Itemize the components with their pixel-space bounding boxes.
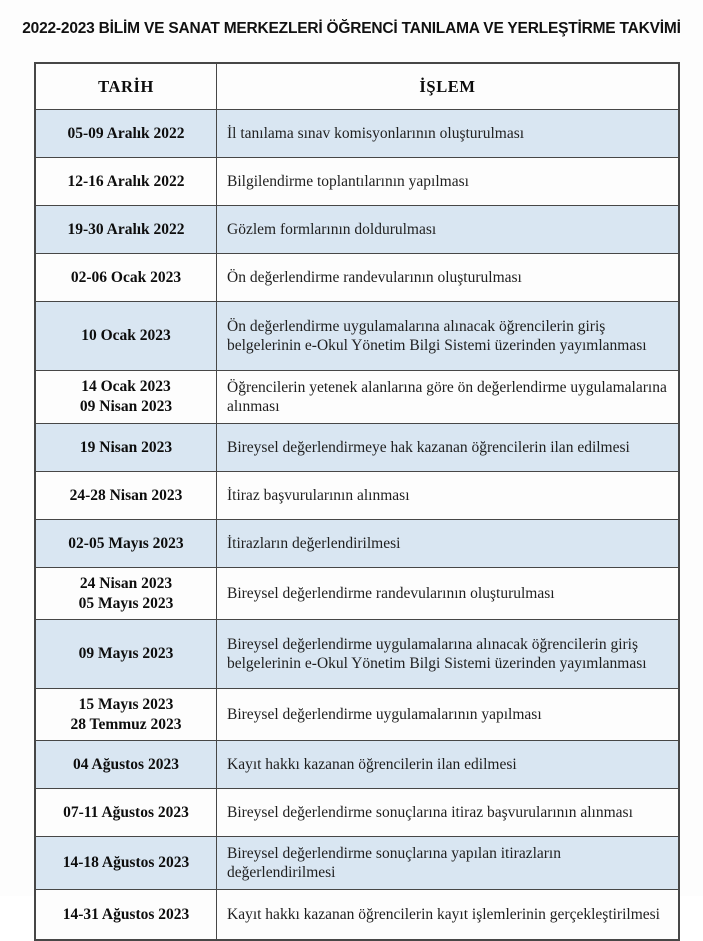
date-cell xyxy=(35,472,217,520)
date-cell xyxy=(35,890,217,941)
islem-cell: Gözlem formlarının doldurulması xyxy=(217,206,680,254)
date-line: 19-30 Aralık 2022 xyxy=(67,220,185,238)
table-row xyxy=(35,254,679,302)
table-row xyxy=(35,110,679,158)
table-row xyxy=(35,837,679,890)
date-line: 09 Nisan 2023 xyxy=(79,398,173,415)
islem-cell: Bireysel değerlendirme sonuçlarına itiraz başvurularının alınması xyxy=(217,789,680,837)
table-row xyxy=(35,206,679,254)
islem-cell: Bireysel değerlendirme uygulamalarının yapılması xyxy=(217,689,680,741)
date-line: 05-09 Aralık 2022 xyxy=(67,124,185,142)
date-line: 19 Nisan 2023 xyxy=(79,438,173,456)
date-cell xyxy=(35,789,217,837)
date-line: 24 Nisan 2023 xyxy=(79,574,173,592)
date-cell xyxy=(35,110,217,158)
table-header xyxy=(35,63,679,110)
date-line: 02-05 Mayıs 2023 xyxy=(68,534,184,552)
schedule-body xyxy=(35,110,679,941)
table-row xyxy=(35,472,679,520)
table-row xyxy=(35,789,679,837)
table-row xyxy=(35,689,679,741)
date-cell xyxy=(35,424,217,472)
islem-cell: Bireysel değerlendirme uygulamalarına alınacak öğrencilerin giriş belgelerinin e-Okul Yönetim Bilgi Sistemi üzerinden yayımlanması xyxy=(217,620,680,689)
table-row xyxy=(35,302,679,371)
islem-cell: Bireysel değerlendirme randevularının oluşturulması xyxy=(217,568,680,620)
date-line: 14 Ocak 2023 xyxy=(81,378,171,395)
islem-cell: İtirazların değerlendirilmesi xyxy=(217,520,680,568)
date-line: 04 Ağustos 2023 xyxy=(73,755,179,773)
schedule-table xyxy=(34,62,680,941)
date-line: 02-06 Ocak 2023 xyxy=(70,268,182,286)
date-line: 14-31 Ağustos 2023 xyxy=(62,905,190,923)
islem-cell: İl tanılama sınav komisyonlarının oluşturulması xyxy=(217,110,680,158)
date-cell xyxy=(35,520,217,568)
table-row xyxy=(35,568,679,620)
date-line: 14-18 Ağustos 2023 xyxy=(62,854,190,871)
table-row xyxy=(35,620,679,689)
table-row xyxy=(35,424,679,472)
islem-cell: Öğrencilerin yetenek alanlarına göre ön değerlendirme uygulamalarına alınması xyxy=(217,371,680,424)
islem-cell: Kayıt hakkı kazanan öğrencilerin kayıt işlemlerinin gerçekleştirilmesi xyxy=(217,890,680,941)
table-row xyxy=(35,520,679,568)
islem-cell: İtiraz başvurularının alınması xyxy=(217,472,680,520)
date-cell xyxy=(35,568,217,620)
date-line: 24-28 Nisan 2023 xyxy=(69,486,183,504)
islem-cell: Bireysel değerlendirmeye hak kazanan öğrencilerin ilan edilmesi xyxy=(217,424,680,472)
islem-cell: Kayıt hakkı kazanan öğrencilerin ilan edilmesi xyxy=(217,741,680,789)
date-line: 05 Mayıs 2023 xyxy=(78,594,174,612)
date-line: 10 Ocak 2023 xyxy=(81,327,171,344)
date-cell xyxy=(35,620,217,689)
date-cell xyxy=(35,837,217,890)
page-title: 2022-2023 BİLİM VE SANAT MERKEZLERİ ÖĞRENCİ TANILAMA VE YERLEŞTİRME TAKVİMİ xyxy=(22,20,681,37)
date-line: 28 Temmuz 2023 xyxy=(70,715,182,733)
date-cell xyxy=(35,158,217,206)
date-line: 07-11 Ağustos 2023 xyxy=(63,803,189,821)
islem-cell: Bilgilendirme toplantılarının yapılması xyxy=(217,158,680,206)
date-line: 09 Mayıs 2023 xyxy=(78,645,174,662)
date-cell xyxy=(35,371,217,424)
islem-cell: Bireysel değerlendirme sonuçlarına yapılan itirazların değerlendirilmesi xyxy=(217,837,680,890)
date-cell xyxy=(35,254,217,302)
date-cell xyxy=(35,206,217,254)
islem-cell: Ön değerlendirme uygulamalarına alınacak öğrencilerin giriş belgelerinin e-Okul Yönetim Bilgi Sistemi üzerinden yayımlanması xyxy=(217,302,680,371)
header-cell-tarih: TARİH xyxy=(35,63,217,110)
date-cell xyxy=(35,689,217,741)
date-line: 12-16 Aralık 2022 xyxy=(67,172,185,190)
table-row xyxy=(35,158,679,206)
header-row xyxy=(35,63,679,110)
date-cell xyxy=(35,741,217,789)
table-row xyxy=(35,890,679,941)
table-row xyxy=(35,371,679,424)
header-cell-islem: İŞLEM xyxy=(217,63,680,110)
table-row xyxy=(35,741,679,789)
date-cell xyxy=(35,302,217,371)
date-line: 15 Mayıs 2023 xyxy=(78,695,174,713)
islem-cell: Ön değerlendirme randevularının oluşturulması xyxy=(217,254,680,302)
